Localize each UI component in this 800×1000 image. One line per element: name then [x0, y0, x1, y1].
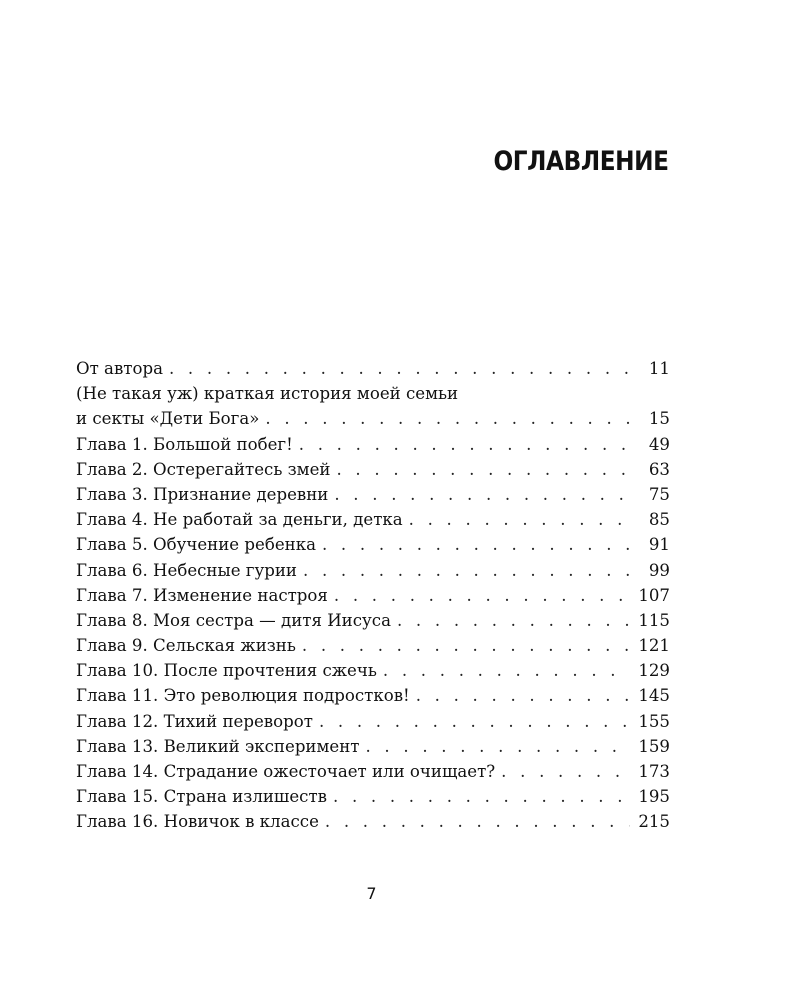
toc-entry-title: Глава 12. Тихий переворот — [76, 711, 313, 731]
toc-entry-page: 15 — [648, 409, 670, 429]
dot-leader — [319, 709, 630, 734]
dot-leader — [416, 683, 631, 708]
toc-entry-title: Глава 16. Новичок в классе — [76, 812, 319, 832]
dot-leader — [409, 507, 636, 532]
toc-entry — [76, 507, 670, 532]
toc-entry-title: Глава 6. Небесные гурии — [76, 560, 297, 580]
toc-entry-title: Глава 3. Признание деревни — [76, 484, 329, 504]
toc-entry — [76, 583, 670, 608]
toc-entry-title: Глава 13. Великий эксперимент — [76, 736, 360, 756]
toc-entry-title: Глава 9. Сельская жизнь — [76, 636, 296, 656]
toc-entry-title: Глава 7. Изменение настроя — [76, 585, 328, 605]
dot-leader — [397, 608, 630, 633]
toc-entry-title: и секты «Дети Бога» — [76, 409, 260, 429]
toc-entry-page: 115 — [638, 610, 670, 630]
toc-entry — [76, 658, 670, 683]
dot-leader — [302, 633, 630, 658]
dot-leader — [303, 558, 636, 583]
toc-entry — [76, 558, 670, 583]
toc-entry-page: 121 — [638, 636, 670, 656]
toc-entry — [76, 608, 670, 633]
toc-entry — [76, 406, 670, 431]
page-number: 7 — [366, 884, 377, 903]
toc-entry — [76, 734, 670, 759]
toc-entry-page: 215 — [638, 812, 670, 832]
toc-entry-page: 159 — [638, 736, 670, 756]
dot-leader — [169, 356, 636, 381]
toc-entry-page: 63 — [648, 459, 670, 479]
toc-entry-title: Глава 10. После прочтения сжечь — [76, 661, 377, 681]
toc-entry — [76, 432, 670, 457]
toc-entry-page: 107 — [638, 585, 670, 605]
dot-leader — [334, 482, 636, 507]
toc-entry-page: 145 — [638, 686, 670, 706]
toc-entry-page: 75 — [648, 484, 670, 504]
toc-entry-title: Глава 1. Большой побег! — [76, 434, 293, 454]
toc-entry-continued — [76, 381, 670, 406]
toc-entry-title: От автора — [76, 359, 163, 378]
toc-entry-title: Глава 4. Не работай за деньги, детка — [76, 510, 403, 530]
toc-entry-page: 195 — [638, 787, 670, 807]
toc-entry — [76, 633, 670, 658]
dot-leader — [501, 759, 630, 784]
toc-entry-title: Глава 8. Моя сестра — дитя Иисуса — [76, 610, 391, 630]
dot-leader — [322, 532, 636, 557]
dot-leader — [299, 432, 636, 457]
toc-entry — [76, 482, 670, 507]
page-title: ОГЛАВЛЕНИЕ — [493, 146, 669, 177]
toc-entry-page: 155 — [638, 711, 670, 731]
dot-leader — [325, 809, 630, 834]
toc-entry — [76, 709, 670, 734]
toc-entry-title: Глава 5. Обучение ребенка — [76, 535, 316, 555]
toc-entry — [76, 759, 670, 784]
dot-leader — [334, 583, 630, 608]
dot-leader — [336, 457, 636, 482]
toc-entry — [76, 532, 670, 557]
toc-entry-title: Глава 11. Это революция подростков! — [76, 686, 410, 706]
toc-entry — [76, 809, 670, 834]
toc-entry — [76, 784, 670, 809]
table-of-contents — [76, 356, 670, 835]
dot-leader — [383, 658, 630, 683]
toc-entry-page: 85 — [648, 510, 670, 530]
toc-entry-page: 129 — [638, 661, 670, 681]
toc-entry — [76, 683, 670, 708]
toc-entry — [76, 356, 670, 381]
toc-entry-title: Глава 2. Остерегайтесь змей — [76, 459, 331, 479]
dot-leader — [365, 734, 630, 759]
toc-entry-page: 49 — [648, 434, 670, 454]
dot-leader — [333, 784, 630, 809]
toc-entry-page: 11 — [648, 359, 670, 378]
dot-leader — [265, 406, 636, 431]
toc-entry-title: Глава 15. Страна излишеств — [76, 787, 327, 807]
toc-entry-page: 99 — [648, 560, 670, 580]
toc-entry-page: 173 — [638, 762, 670, 781]
toc-entry — [76, 457, 670, 482]
toc-entry-page: 91 — [648, 535, 670, 555]
toc-entry-title: (Не такая уж) краткая история моей семьи — [76, 384, 459, 404]
toc-entry-title: Глава 14. Страдание ожесточает или очищает? — [76, 762, 496, 781]
